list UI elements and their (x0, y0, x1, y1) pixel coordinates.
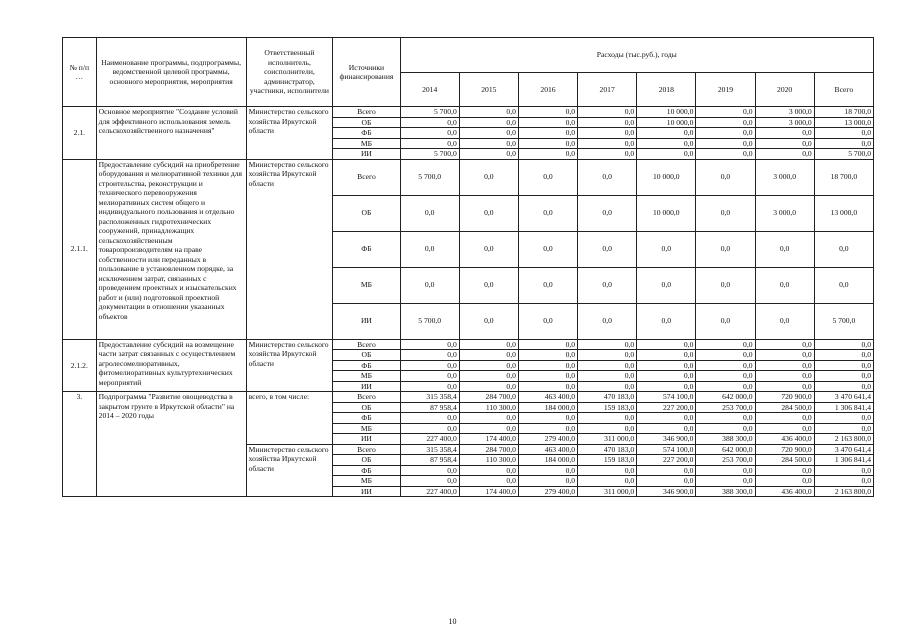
value-cell: 87 958,4 (400, 455, 459, 466)
value-cell: 388 300,0 (696, 434, 755, 445)
value-cell: 0,0 (459, 159, 518, 195)
value-cell: 0,0 (459, 231, 518, 267)
value-cell: 463 400,0 (518, 392, 577, 403)
value-cell: 184 000,0 (518, 455, 577, 466)
header-year: 2016 (518, 72, 577, 107)
item-number: 2.1.1. (63, 159, 97, 339)
value-cell: 0,0 (400, 465, 459, 476)
value-cell: 0,0 (755, 231, 814, 267)
page-number: 10 (448, 617, 457, 626)
value-cell: 18 700,0 (814, 159, 873, 195)
value-cell: 0,0 (755, 360, 814, 371)
value-cell: 0,0 (755, 465, 814, 476)
value-cell: 0,0 (637, 423, 696, 434)
source-cell: ФБ (333, 465, 400, 476)
source-cell: Всего (333, 392, 400, 403)
value-cell: 0,0 (518, 303, 577, 339)
value-cell: 0,0 (814, 350, 873, 361)
value-cell: 0,0 (637, 128, 696, 139)
value-cell: 227 400,0 (400, 434, 459, 445)
header-name: Наименование программы, подпрограммы, ведомственной целевой программы, основного мероприятия, мероприятия (96, 38, 246, 107)
value-cell: 0,0 (459, 128, 518, 139)
value-cell: 0,0 (696, 149, 755, 160)
value-cell: 0,0 (459, 117, 518, 128)
value-cell: 0,0 (814, 138, 873, 149)
value-cell: 0,0 (459, 149, 518, 160)
responsible-cell: Министерство сельского хозяйства Иркутской области (246, 444, 333, 497)
value-cell: 0,0 (459, 465, 518, 476)
header-expenses: Расходы (тыс.руб.), годы (400, 38, 873, 73)
value-cell: 0,0 (814, 339, 873, 350)
value-cell: 0,0 (637, 350, 696, 361)
value-cell: 3 470 641,4 (814, 392, 873, 403)
value-cell: 0,0 (696, 350, 755, 361)
source-cell: ОБ (333, 455, 400, 466)
value-cell: 346 900,0 (637, 486, 696, 497)
source-cell: ИИ (333, 434, 400, 445)
responsible-cell: Министерство сельского хозяйства Иркутской области (246, 159, 333, 339)
value-cell: 10 000,0 (637, 195, 696, 231)
value-cell: 227 200,0 (637, 402, 696, 413)
source-cell: ФБ (333, 231, 400, 267)
value-cell: 436 400,0 (755, 434, 814, 445)
value-cell: 0,0 (696, 360, 755, 371)
value-cell: 0,0 (814, 465, 873, 476)
value-cell: 0,0 (578, 413, 637, 424)
value-cell: 0,0 (578, 138, 637, 149)
value-cell: 0,0 (518, 231, 577, 267)
value-cell: 0,0 (459, 350, 518, 361)
value-cell: 0,0 (518, 149, 577, 160)
table-row (63, 159, 874, 195)
value-cell: 1 306 841,4 (814, 455, 873, 466)
value-cell: 0,0 (696, 267, 755, 303)
value-cell: 0,0 (459, 413, 518, 424)
value-cell: 0,0 (637, 149, 696, 160)
source-cell: МБ (333, 476, 400, 487)
value-cell: 0,0 (578, 350, 637, 361)
source-cell: МБ (333, 423, 400, 434)
value-cell: 227 200,0 (637, 455, 696, 466)
value-cell: 0,0 (459, 360, 518, 371)
value-cell: 0,0 (400, 413, 459, 424)
value-cell: 0,0 (696, 303, 755, 339)
value-cell: 388 300,0 (696, 486, 755, 497)
value-cell: 5 700,0 (400, 159, 459, 195)
value-cell: 0,0 (755, 371, 814, 382)
value-cell: 0,0 (459, 107, 518, 118)
source-cell: ИИ (333, 381, 400, 392)
item-name: Предоставление субсидий на приобретение оборудования и мелиоративной техники для строительства, реконструкции и технического перевооружения мелиоративных систем общего и индивидуального пользования и отдельно расположенных гидротехнических сооружений, принадлежащих сельскохозяйственным товаропроизводителям на праве собственности или переданных в пользование в установленном порядке, за исключением затрат, связанных с проведением проектных и изыскательских работ и (или) подготовкой проектной документации в отношении указанных объектов (96, 159, 246, 339)
item-name: Подпрограмма "Развитие овощеводства в закрытом грунте в Иркутской области" на 2014 – 2020 годы (96, 392, 246, 497)
value-cell: 0,0 (518, 117, 577, 128)
header-responsible: Ответственный исполнитель, соисполнители, администратор, участники, исполнители (246, 38, 333, 107)
stray-mark: … (75, 72, 84, 81)
value-cell: 0,0 (578, 195, 637, 231)
value-cell: 87 958,4 (400, 402, 459, 413)
value-cell: 0,0 (518, 195, 577, 231)
value-cell: 0,0 (400, 128, 459, 139)
value-cell: 0,0 (814, 267, 873, 303)
value-cell: 5 700,0 (814, 303, 873, 339)
value-cell: 0,0 (518, 465, 577, 476)
value-cell: 0,0 (637, 303, 696, 339)
value-cell: 5 700,0 (400, 149, 459, 160)
table-row (63, 392, 874, 403)
value-cell: 253 700,0 (696, 455, 755, 466)
value-cell: 0,0 (459, 138, 518, 149)
value-cell: 18 700,0 (814, 107, 873, 118)
value-cell: 0,0 (578, 267, 637, 303)
source-cell: Всего (333, 107, 400, 118)
value-cell: 0,0 (814, 381, 873, 392)
value-cell: 0,0 (637, 465, 696, 476)
value-cell: 0,0 (518, 413, 577, 424)
value-cell: 0,0 (578, 107, 637, 118)
value-cell: 0,0 (518, 107, 577, 118)
value-cell: 0,0 (755, 476, 814, 487)
value-cell: 284 700,0 (459, 444, 518, 455)
value-cell: 0,0 (578, 149, 637, 160)
value-cell: 0,0 (400, 360, 459, 371)
source-cell: ФБ (333, 128, 400, 139)
source-cell: МБ (333, 138, 400, 149)
source-cell: Всего (333, 444, 400, 455)
value-cell: 0,0 (755, 138, 814, 149)
value-cell: 0,0 (459, 339, 518, 350)
value-cell: 0,0 (400, 381, 459, 392)
table-row (63, 339, 874, 350)
item-name: Предоставление субсидий на возмещение части затрат связанных с осуществлением агролесомелиоративных, фитомелиоративных культуртехнических мероприятий (96, 339, 246, 392)
value-cell: 0,0 (400, 423, 459, 434)
value-cell: 10 000,0 (637, 159, 696, 195)
header-source: Источники финансирования (333, 38, 400, 107)
value-cell: 0,0 (696, 128, 755, 139)
value-cell: 315 358,4 (400, 444, 459, 455)
value-cell: 574 100,0 (637, 392, 696, 403)
value-cell: 0,0 (696, 107, 755, 118)
value-cell: 0,0 (696, 476, 755, 487)
value-cell: 0,0 (696, 381, 755, 392)
value-cell: 0,0 (518, 128, 577, 139)
value-cell: 470 183,0 (578, 392, 637, 403)
source-cell: ФБ (333, 360, 400, 371)
value-cell: 0,0 (518, 267, 577, 303)
value-cell: 253 700,0 (696, 402, 755, 413)
source-cell: ОБ (333, 350, 400, 361)
value-cell: 0,0 (696, 339, 755, 350)
value-cell: 0,0 (755, 413, 814, 424)
value-cell: 0,0 (518, 423, 577, 434)
value-cell: 0,0 (814, 371, 873, 382)
source-cell: ОБ (333, 195, 400, 231)
value-cell: 0,0 (518, 138, 577, 149)
value-cell: 0,0 (755, 149, 814, 160)
value-cell: 0,0 (637, 381, 696, 392)
item-number: 2.1. (63, 107, 97, 160)
value-cell: 0,0 (696, 423, 755, 434)
item-name: Основное мероприятие "Создание условий для эффективного использования земель сельскохозяйственного назначения" (96, 107, 246, 160)
value-cell: 0,0 (696, 413, 755, 424)
value-cell: 346 900,0 (637, 434, 696, 445)
value-cell: 0,0 (400, 231, 459, 267)
value-cell: 0,0 (459, 423, 518, 434)
value-cell: 0,0 (814, 128, 873, 139)
value-cell: 311 000,0 (578, 434, 637, 445)
value-cell: 159 183,0 (578, 402, 637, 413)
header-year: 2017 (578, 72, 637, 107)
value-cell: 0,0 (696, 231, 755, 267)
value-cell: 0,0 (814, 360, 873, 371)
value-cell: 3 000,0 (755, 107, 814, 118)
value-cell: 0,0 (637, 360, 696, 371)
value-cell: 0,0 (814, 413, 873, 424)
value-cell: 0,0 (459, 267, 518, 303)
value-cell: 2 163 800,0 (814, 434, 873, 445)
value-cell: 0,0 (400, 267, 459, 303)
value-cell: 13 000,0 (814, 195, 873, 231)
value-cell: 0,0 (400, 195, 459, 231)
value-cell: 720 900,0 (755, 392, 814, 403)
value-cell: 0,0 (459, 476, 518, 487)
header-total: Всего (814, 72, 873, 107)
value-cell: 436 400,0 (755, 486, 814, 497)
value-cell: 0,0 (518, 381, 577, 392)
value-cell: 110 300,0 (459, 455, 518, 466)
value-cell: 1 306 841,4 (814, 402, 873, 413)
value-cell: 0,0 (696, 138, 755, 149)
value-cell: 3 000,0 (755, 117, 814, 128)
value-cell: 0,0 (755, 128, 814, 139)
header-year: 2018 (637, 72, 696, 107)
header-num (63, 38, 97, 107)
source-cell: ОБ (333, 402, 400, 413)
value-cell: 0,0 (696, 195, 755, 231)
value-cell: 5 700,0 (814, 149, 873, 160)
value-cell: 0,0 (637, 339, 696, 350)
responsible-cell: Министерство сельского хозяйства Иркутской области (246, 107, 333, 160)
value-cell: 0,0 (755, 303, 814, 339)
value-cell: 0,0 (696, 465, 755, 476)
responsible-cell: всего, в том числе: (246, 392, 333, 445)
value-cell: 0,0 (755, 350, 814, 361)
value-cell: 0,0 (578, 476, 637, 487)
value-cell: 159 183,0 (578, 455, 637, 466)
value-cell: 0,0 (814, 476, 873, 487)
value-cell: 284 500,0 (755, 455, 814, 466)
responsible-cell: Министерство сельского хозяйства Иркутской области (246, 339, 333, 392)
value-cell: 642 000,0 (696, 392, 755, 403)
value-cell: 0,0 (578, 465, 637, 476)
value-cell: 315 358,4 (400, 392, 459, 403)
value-cell: 3 470 641,4 (814, 444, 873, 455)
value-cell: 174 400,0 (459, 434, 518, 445)
value-cell: 0,0 (814, 423, 873, 434)
value-cell: 311 000,0 (578, 486, 637, 497)
value-cell: 0,0 (578, 339, 637, 350)
value-cell: 0,0 (578, 381, 637, 392)
value-cell: 0,0 (459, 381, 518, 392)
value-cell: 0,0 (400, 371, 459, 382)
value-cell: 0,0 (459, 303, 518, 339)
value-cell: 2 163 800,0 (814, 486, 873, 497)
header-year: 2019 (696, 72, 755, 107)
value-cell: 10 000,0 (637, 117, 696, 128)
value-cell: 0,0 (696, 371, 755, 382)
source-cell: ИИ (333, 149, 400, 160)
table-header (63, 38, 874, 107)
header-year: 2014 (400, 72, 459, 107)
value-cell: 463 400,0 (518, 444, 577, 455)
value-cell: 0,0 (755, 423, 814, 434)
item-number: 3. (63, 392, 97, 497)
value-cell: 720 900,0 (755, 444, 814, 455)
value-cell: 0,0 (637, 231, 696, 267)
value-cell: 0,0 (637, 371, 696, 382)
value-cell: 0,0 (578, 371, 637, 382)
value-cell: 3 000,0 (755, 159, 814, 195)
value-cell: 0,0 (518, 476, 577, 487)
header-num-label: № п/п (69, 62, 90, 72)
source-cell: Всего (333, 339, 400, 350)
value-cell: 0,0 (755, 339, 814, 350)
value-cell: 0,0 (578, 231, 637, 267)
value-cell: 0,0 (755, 381, 814, 392)
header-year: 2015 (459, 72, 518, 107)
value-cell: 0,0 (400, 117, 459, 128)
value-cell: 227 400,0 (400, 486, 459, 497)
value-cell: 110 300,0 (459, 402, 518, 413)
value-cell: 0,0 (578, 360, 637, 371)
value-cell: 0,0 (814, 231, 873, 267)
value-cell: 0,0 (518, 360, 577, 371)
value-cell: 642 000,0 (696, 444, 755, 455)
value-cell: 470 183,0 (578, 444, 637, 455)
value-cell: 0,0 (518, 159, 577, 195)
value-cell: 0,0 (578, 423, 637, 434)
value-cell: 0,0 (637, 476, 696, 487)
value-cell: 0,0 (400, 350, 459, 361)
value-cell: 0,0 (459, 195, 518, 231)
value-cell: 0,0 (578, 128, 637, 139)
source-cell: МБ (333, 267, 400, 303)
source-cell: ИИ (333, 486, 400, 497)
value-cell: 0,0 (696, 117, 755, 128)
item-number: 2.1.2. (63, 339, 97, 392)
value-cell: 0,0 (518, 371, 577, 382)
value-cell: 0,0 (400, 138, 459, 149)
value-cell: 5 700,0 (400, 107, 459, 118)
source-cell: Всего (333, 159, 400, 195)
value-cell: 0,0 (637, 267, 696, 303)
value-cell: 0,0 (400, 339, 459, 350)
value-cell: 5 700,0 (400, 303, 459, 339)
value-cell: 3 000,0 (755, 195, 814, 231)
value-cell: 284 500,0 (755, 402, 814, 413)
value-cell: 0,0 (578, 303, 637, 339)
value-cell: 0,0 (400, 476, 459, 487)
value-cell: 0,0 (518, 350, 577, 361)
value-cell: 574 100,0 (637, 444, 696, 455)
source-cell: ИИ (333, 303, 400, 339)
value-cell: 13 000,0 (814, 117, 873, 128)
table-body (63, 107, 874, 497)
source-cell: ОБ (333, 117, 400, 128)
source-cell: ФБ (333, 413, 400, 424)
value-cell: 174 400,0 (459, 486, 518, 497)
value-cell: 10 000,0 (637, 107, 696, 118)
value-cell: 0,0 (459, 371, 518, 382)
value-cell: 184 000,0 (518, 402, 577, 413)
value-cell: 0,0 (578, 159, 637, 195)
source-cell: МБ (333, 371, 400, 382)
table-row (63, 107, 874, 118)
value-cell: 0,0 (637, 138, 696, 149)
value-cell: 284 700,0 (459, 392, 518, 403)
budget-table (62, 37, 874, 497)
value-cell: 0,0 (696, 159, 755, 195)
value-cell: 279 400,0 (518, 486, 577, 497)
value-cell: 0,0 (518, 339, 577, 350)
value-cell: 279 400,0 (518, 434, 577, 445)
value-cell: 0,0 (755, 267, 814, 303)
header-year: 2020 (755, 72, 814, 107)
value-cell: 0,0 (637, 413, 696, 424)
value-cell: 0,0 (578, 117, 637, 128)
